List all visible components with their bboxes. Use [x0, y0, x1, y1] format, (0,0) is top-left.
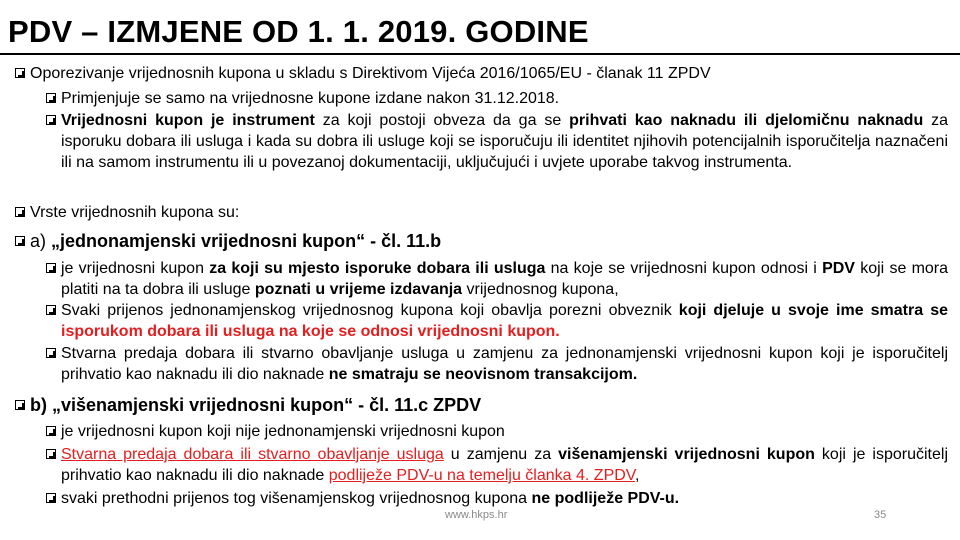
slide-title: PDV – IZMJENE OD 1. 1. 2019. GODINE	[8, 14, 589, 49]
bullet-single-purpose-transfer: Svaki prijenos jednonamjenskog vrijednosnog kupona koji obavlja porezni obveznik koji djeluje u svoje ime smatra se isporukom dobara ili usluga na koje se odnosi vrijednosni kupon.	[61, 300, 948, 342]
red-underlined-highlight: Stvarna predaja dobara ili stvarno obavljanje usluga	[61, 446, 444, 463]
red-underlined-highlight: podliježe PDV-u na temelju članka 4. ZPDV	[328, 467, 635, 484]
checkbox-bullet-icon	[46, 348, 56, 358]
bullet-voucher-types	[30, 202, 239, 223]
checkbox-bullet-icon	[15, 400, 25, 410]
title-divider	[0, 53, 960, 55]
bullet-applies-only	[61, 88, 559, 109]
checkbox-bullet-icon	[15, 68, 25, 78]
heading-multi-purpose	[30, 394, 481, 417]
heading-single-purpose: a) „jednonamjenski vrijednosni kupon“ - čl. 11.b	[30, 230, 441, 253]
bullet-text: Oporezivanje vrijednosnih kupona u skladu s Direktivom Vijeća 2016/1065/EU - članak 11 ZPDV	[30, 65, 711, 82]
checkbox-bullet-icon	[46, 115, 56, 125]
checkbox-bullet-icon	[46, 305, 56, 315]
heading-text: b) „višenamjenski vrijednosni kupon“ - čl. 11.c ZPDV	[30, 395, 482, 415]
bullet-text: Primjenjuje se samo na vrijednosne kupone izdane nakon 31.12.2018.	[61, 90, 560, 107]
definition-term: Vrijednosni kupon je instrument	[61, 112, 315, 129]
bullet-single-purpose-delivery: Stvarna predaja dobara ili stvarno obavljanje usluga u zamjenu za jednonamjenski vrijednosni kupon koji je isporučitelj prihvatio kao naknadu ili dio naknade ne smatraju se neovisnom transakcijom.	[61, 343, 948, 385]
checkbox-bullet-icon	[15, 236, 25, 246]
bullet-taxation	[30, 63, 711, 84]
bullet-voucher-definition: Vrijednosni kupon je instrument za koji postoji obveza da ga se prihvati kao naknadu ili djelomičnu naknadu za isporuku dobara ili usluga i kada su dobra ili usluge koji se isporučuju ili identitet njihovih potencijalnih isporučitelja naznačeni ili na samom instrumentu ili u povezanoj dokumentaciji, uključujući i uvjete uporabe takvog instrumenta.	[61, 110, 948, 173]
page-number: 35	[874, 509, 887, 521]
checkbox-bullet-icon	[46, 263, 56, 273]
checkbox-bullet-icon	[46, 493, 56, 503]
bullet-multi-purpose-transfer: svaki prethodni prijenos tog višenamjenskog vrijednosnog kupona ne podliježe PDV-u.	[61, 488, 679, 509]
checkbox-bullet-icon	[15, 207, 25, 217]
footer-url: www.hkps.hr	[445, 509, 508, 521]
bullet-text: Vrste vrijednosnih kupona su:	[30, 204, 240, 221]
definition-emphasis: prihvati kao naknadu ili djelomičnu naknadu	[569, 112, 924, 129]
checkbox-bullet-icon	[46, 426, 56, 436]
checkbox-bullet-icon	[46, 93, 56, 103]
heading-text: „jednonamjenski vrijednosni kupon“ - čl. 11.b	[51, 231, 442, 251]
checkbox-bullet-icon	[46, 449, 56, 459]
red-highlight: isporukom dobara ili usluga na koje se odnosi vrijednosni kupon.	[61, 323, 560, 340]
bullet-multi-purpose-definition: je vrijednosni kupon koji nije jednonamjenski vrijednosni kupon	[61, 421, 505, 442]
bullet-multi-purpose-delivery: Stvarna predaja dobara ili stvarno obavljanje usluga u zamjenu za višenamjenski vrijednosni kupon koji je isporučitelj prihvatio kao naknadu ili dio naknade podliježe PDV-u na temelju članka 4. ZPDV,	[61, 444, 948, 486]
bullet-single-purpose-definition: je vrijednosni kupon za koji su mjesto isporuke dobara ili usluga na koje se vrijednosni kupon odnosi i PDV koji se mora platiti na ta dobra ili usluge poznati u vrijeme izdavanja vrijednosnog kupona,	[61, 258, 948, 300]
